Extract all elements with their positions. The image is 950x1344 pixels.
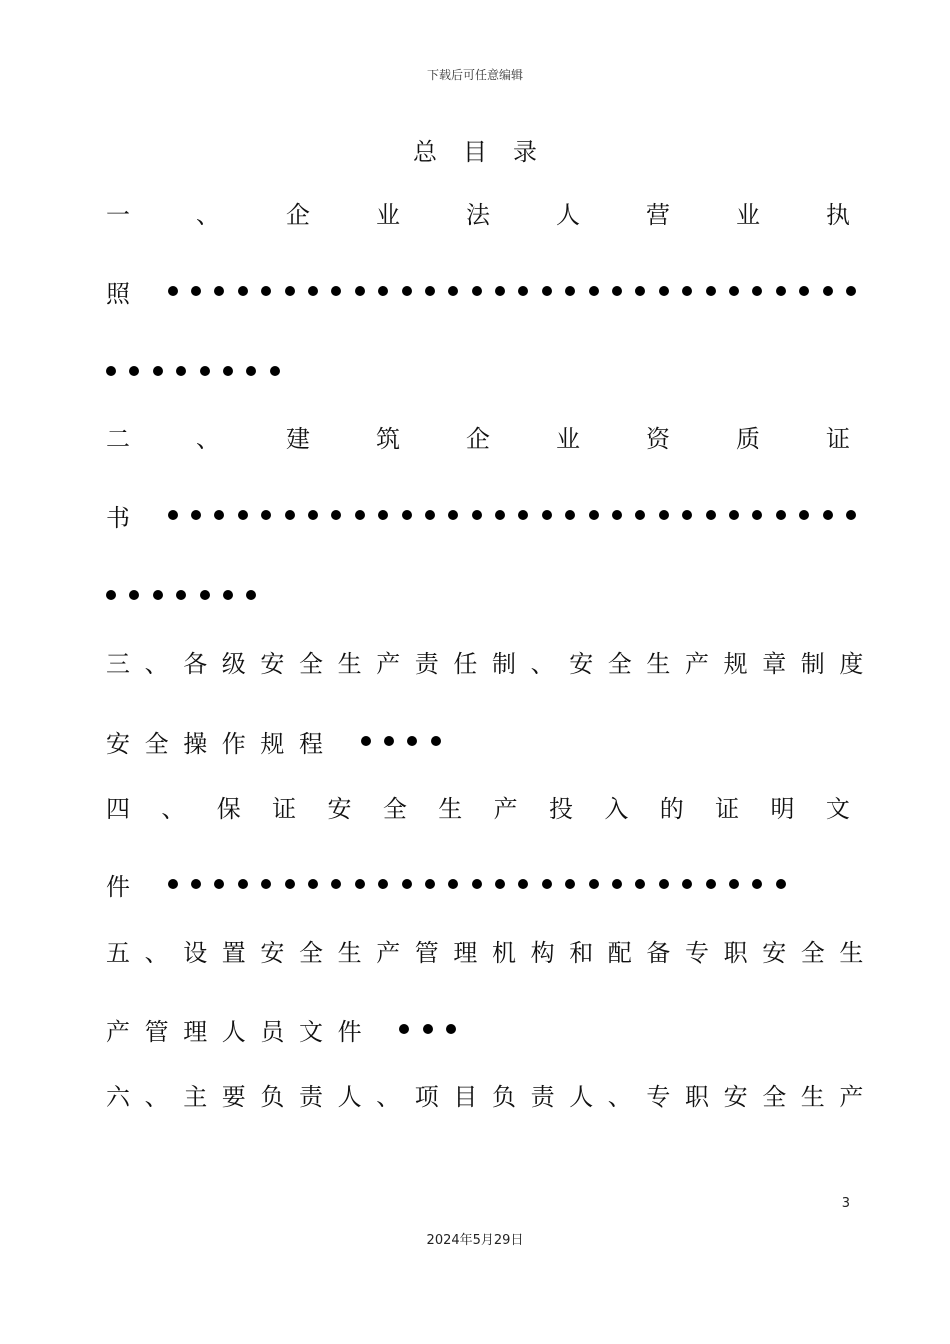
leader-dot xyxy=(472,879,482,889)
toc-item2-line xyxy=(106,497,850,533)
leader-dot xyxy=(176,366,186,376)
leader-dot xyxy=(285,510,295,520)
leader-dot xyxy=(407,736,417,746)
leader-dot xyxy=(589,286,599,296)
leader-dot xyxy=(129,366,139,376)
leader-dots xyxy=(399,1024,469,1034)
leader-dot xyxy=(706,510,716,520)
toc-entry-text: 六、主要负责人、项目负责人、专职安全生产 xyxy=(106,1082,878,1111)
toc-item3-line xyxy=(106,643,878,679)
toc-char: 业 xyxy=(556,424,580,453)
leader-dot xyxy=(612,879,622,889)
leader-dot xyxy=(238,879,248,889)
toc-char: 质 xyxy=(736,424,760,453)
leader-dot xyxy=(200,366,210,376)
toc-item1-line xyxy=(106,273,850,309)
toc-char: 明 xyxy=(770,794,795,823)
leader-dot xyxy=(542,879,552,889)
toc-char: 产 xyxy=(493,794,518,823)
leader-dot xyxy=(355,286,365,296)
leader-dot xyxy=(223,366,233,376)
leader-dot xyxy=(542,510,552,520)
leader-dot xyxy=(448,510,458,520)
toc-char: 、 xyxy=(196,424,220,453)
leader-dot xyxy=(659,286,669,296)
toc-char: 、 xyxy=(161,794,186,823)
leader-dot xyxy=(799,510,809,520)
leader-dot xyxy=(238,510,248,520)
leader-dot xyxy=(191,510,201,520)
page-header: 下载后可任意编辑 xyxy=(426,68,523,82)
toc-entry-text: 产管理人员文件 xyxy=(106,1017,377,1046)
toc-item5-line xyxy=(106,1011,850,1047)
leader-dot xyxy=(752,286,762,296)
toc-char: 法 xyxy=(466,200,490,229)
leader-dot xyxy=(384,736,394,746)
leader-dot xyxy=(214,510,224,520)
leader-dot xyxy=(823,286,833,296)
leader-dot xyxy=(659,510,669,520)
leader-dot xyxy=(214,879,224,889)
leader-dot xyxy=(776,879,786,889)
leader-dot xyxy=(448,286,458,296)
leader-dot xyxy=(431,736,441,746)
toc-entry-text: 三、各级安全生产责任制、安全生产规章制度 xyxy=(106,649,878,678)
toc-char: 营 xyxy=(646,200,670,229)
toc-item5-line xyxy=(106,932,878,968)
leader-dot xyxy=(308,286,318,296)
toc-char: 保 xyxy=(216,794,241,823)
leader-dot xyxy=(168,286,178,296)
leader-dot xyxy=(331,286,341,296)
leader-dot xyxy=(752,879,762,889)
leader-dots xyxy=(106,590,270,600)
leader-dot xyxy=(378,286,388,296)
leader-dot xyxy=(153,366,163,376)
leader-dot xyxy=(729,879,739,889)
leader-dots xyxy=(361,736,455,746)
leader-dot xyxy=(589,879,599,889)
leader-dot xyxy=(223,590,233,600)
leader-dot xyxy=(361,736,371,746)
leader-dot xyxy=(261,879,271,889)
toc-char: 企 xyxy=(466,424,490,453)
leader-dot xyxy=(153,590,163,600)
toc-item6-line xyxy=(106,1076,878,1112)
leader-dot xyxy=(682,879,692,889)
toc-entry-text: 照 xyxy=(106,279,145,308)
toc-char: 证 xyxy=(826,424,850,453)
toc-char: 的 xyxy=(659,794,684,823)
leader-dot xyxy=(635,879,645,889)
toc-char: 证 xyxy=(272,794,297,823)
leader-dot xyxy=(191,879,201,889)
leader-dot xyxy=(682,510,692,520)
leader-dot xyxy=(331,510,341,520)
leader-dot xyxy=(635,286,645,296)
leader-dot xyxy=(589,510,599,520)
leader-dot xyxy=(682,286,692,296)
toc-char: 生 xyxy=(438,794,463,823)
leader-dot xyxy=(518,879,528,889)
leader-dot xyxy=(612,286,622,296)
leader-dot xyxy=(518,286,528,296)
leader-dot xyxy=(752,510,762,520)
leader-dot xyxy=(355,879,365,889)
leader-dot xyxy=(308,510,318,520)
leader-dot xyxy=(168,879,178,889)
toc-item1-line xyxy=(106,194,850,230)
leader-dot xyxy=(706,879,716,889)
leader-dot xyxy=(776,510,786,520)
leader-dot xyxy=(565,879,575,889)
leader-dot xyxy=(378,510,388,520)
toc-char: 建 xyxy=(286,424,310,453)
leader-dot xyxy=(261,286,271,296)
leader-dot xyxy=(495,286,505,296)
leader-dot xyxy=(129,590,139,600)
leader-dot xyxy=(246,366,256,376)
toc-char: 文 xyxy=(825,794,850,823)
leader-dot xyxy=(729,286,739,296)
leader-dot xyxy=(565,286,575,296)
leader-dot xyxy=(285,286,295,296)
leader-dot xyxy=(495,510,505,520)
toc-item4-line xyxy=(106,866,850,902)
page-title: 总目录 xyxy=(413,138,563,166)
toc-char: 投 xyxy=(549,794,573,823)
toc-char: 全 xyxy=(382,794,407,823)
toc-item2-line xyxy=(106,418,850,454)
leader-dot xyxy=(495,879,505,889)
leader-dots xyxy=(168,510,870,520)
toc-entry-text: 五、设置安全生产管理机构和配备专职安全生 xyxy=(106,938,878,967)
toc-item1-line xyxy=(106,353,850,389)
leader-dots xyxy=(168,286,870,296)
toc-char: 筑 xyxy=(376,424,400,453)
leader-dot xyxy=(446,1024,456,1034)
leader-dot xyxy=(706,286,716,296)
leader-dot xyxy=(402,879,412,889)
leader-dot xyxy=(246,590,256,600)
leader-dot xyxy=(425,510,435,520)
leader-dot xyxy=(106,590,116,600)
toc-item3-line xyxy=(106,723,850,759)
leader-dot xyxy=(355,510,365,520)
toc-char: 一 xyxy=(106,200,130,229)
leader-dot xyxy=(823,510,833,520)
leader-dots xyxy=(106,366,293,376)
page-number: 3 xyxy=(841,1196,850,1211)
leader-dot xyxy=(425,879,435,889)
leader-dot xyxy=(846,510,856,520)
leader-dots xyxy=(168,879,800,889)
toc-char: 企 xyxy=(286,200,310,229)
toc-char: 证 xyxy=(715,794,740,823)
leader-dot xyxy=(399,1024,409,1034)
leader-dot xyxy=(402,510,412,520)
footer-date: 2024年5月29日 xyxy=(426,1233,524,1248)
leader-dot xyxy=(799,286,809,296)
toc-entry-text: 件 xyxy=(106,872,145,901)
toc-char: 人 xyxy=(556,200,580,229)
toc-char: 执 xyxy=(826,200,850,229)
leader-dot xyxy=(270,366,280,376)
leader-dot xyxy=(472,510,482,520)
leader-dot xyxy=(472,286,482,296)
leader-dot xyxy=(168,510,178,520)
leader-dot xyxy=(191,286,201,296)
toc-char: 、 xyxy=(196,200,220,229)
toc-item4-line xyxy=(106,788,850,824)
leader-dot xyxy=(612,510,622,520)
leader-dot xyxy=(402,286,412,296)
leader-dot xyxy=(238,286,248,296)
leader-dot xyxy=(200,590,210,600)
toc-char: 四 xyxy=(106,794,130,823)
leader-dot xyxy=(448,879,458,889)
toc-char: 安 xyxy=(327,794,352,823)
leader-dot xyxy=(423,1024,433,1034)
leader-dot xyxy=(846,286,856,296)
leader-dot xyxy=(176,590,186,600)
leader-dot xyxy=(729,510,739,520)
leader-dot xyxy=(425,286,435,296)
leader-dot xyxy=(518,510,528,520)
leader-dot xyxy=(659,879,669,889)
leader-dot xyxy=(285,879,295,889)
toc-entry-text: 安全操作规程 xyxy=(106,729,338,758)
toc-char: 入 xyxy=(604,794,629,823)
leader-dot xyxy=(331,879,341,889)
toc-char: 业 xyxy=(376,200,400,229)
leader-dot xyxy=(214,286,224,296)
leader-dot xyxy=(776,286,786,296)
leader-dot xyxy=(635,510,645,520)
toc-char: 资 xyxy=(646,424,670,453)
leader-dot xyxy=(106,366,116,376)
toc-char: 业 xyxy=(736,200,760,229)
leader-dot xyxy=(378,879,388,889)
toc-char: 二 xyxy=(106,424,130,453)
leader-dot xyxy=(542,286,552,296)
toc-item2-line xyxy=(106,577,850,613)
leader-dot xyxy=(308,879,318,889)
leader-dot xyxy=(261,510,271,520)
toc-entry-text: 书 xyxy=(106,503,145,532)
leader-dot xyxy=(565,510,575,520)
